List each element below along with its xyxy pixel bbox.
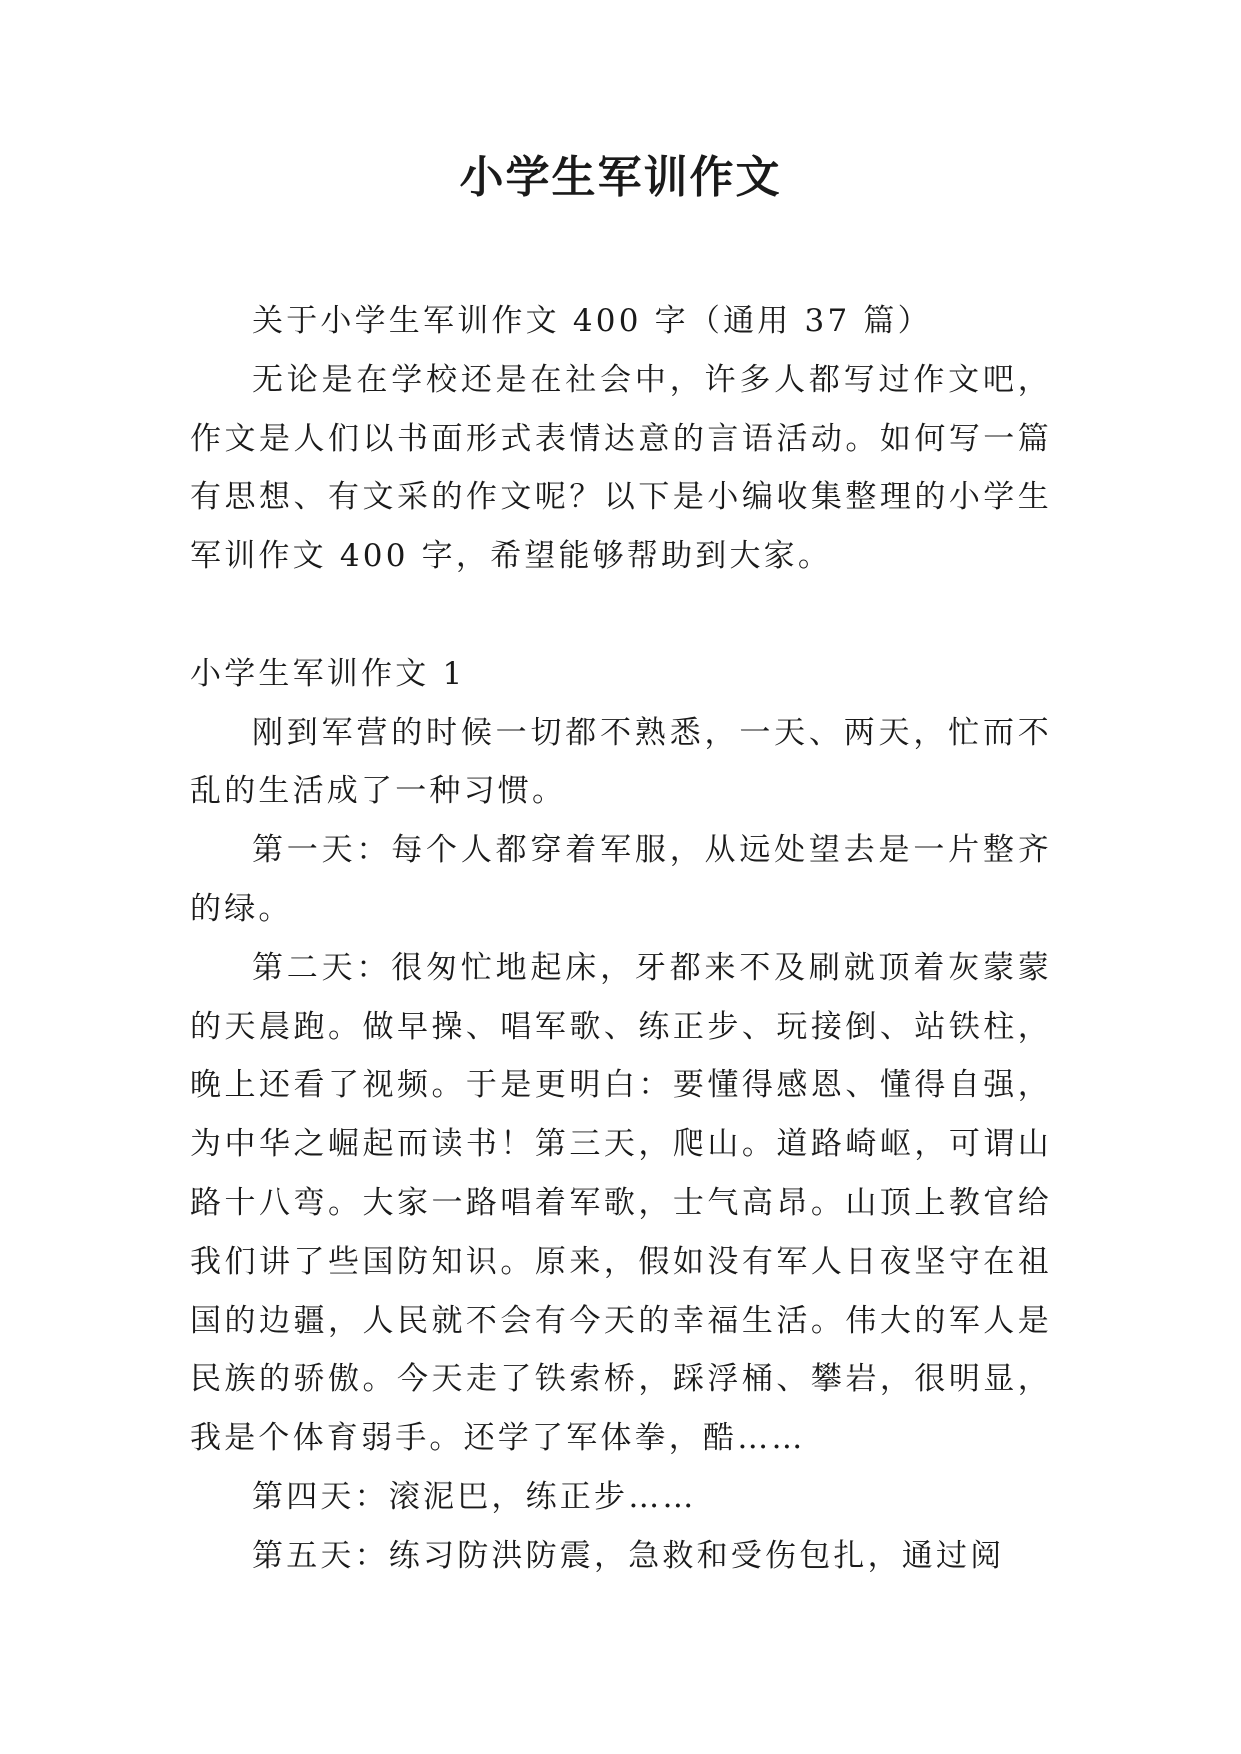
- body-paragraph: 第二天：很匆忙地起床，牙都来不及刷就顶着灰蒙蒙的天晨跑。做早操、唱军歌、练正步、玩接倒、站铁柱，晚上还看了视频。于是更明白：要懂得感恩、懂得自强，为中华之崛起而读书！第三天，爬山。道路崎岖，可谓山路十八弯。大家一路唱着军歌，士气高昂。山顶上教官给我们讲了些国防知识。原来，假如没有军人日夜坚守在祖国的边疆，人民就不会有今天的幸福生活。伟大的军人是民族的骄傲。今天走了铁索桥，踩浮桶、攀岩，很明显，我是个体育弱手。还学了军体拳，酷……: [190, 949, 1052, 1457]
- document-subtitle: 关于小学生军训作文 400 字（通用 37 篇）: [252, 303, 932, 339]
- blank-line: [190, 586, 1052, 645]
- body-paragraph: 刚到军营的时候一切都不熟悉，一天、两天，忙而不乱的生活成了一种习惯。: [190, 714, 1052, 810]
- document-title: 小学生军训作文: [459, 152, 782, 203]
- body-paragraph: 第一天：每个人都穿着军服，从远处望去是一片整齐的绿。: [190, 832, 1052, 927]
- section-heading: 小学生军训作文 1: [190, 655, 466, 692]
- body-paragraph: 第四天：滚泥巴，练正步……: [252, 1478, 697, 1515]
- document-body: [190, 292, 1052, 1586]
- intro-paragraph: 无论是在学校还是在社会中，许多人都写过作文吧，作文是人们以书面形式表情达意的言语活动。如何写一篇有思想、有文采的作文呢？以下是小编收集整理的小学生军训作文 400 字，希望能够帮助到大家。: [190, 361, 1052, 575]
- body-paragraph: 第五天：练习防洪防震，急救和受伤包扎，通过阅: [252, 1537, 1005, 1574]
